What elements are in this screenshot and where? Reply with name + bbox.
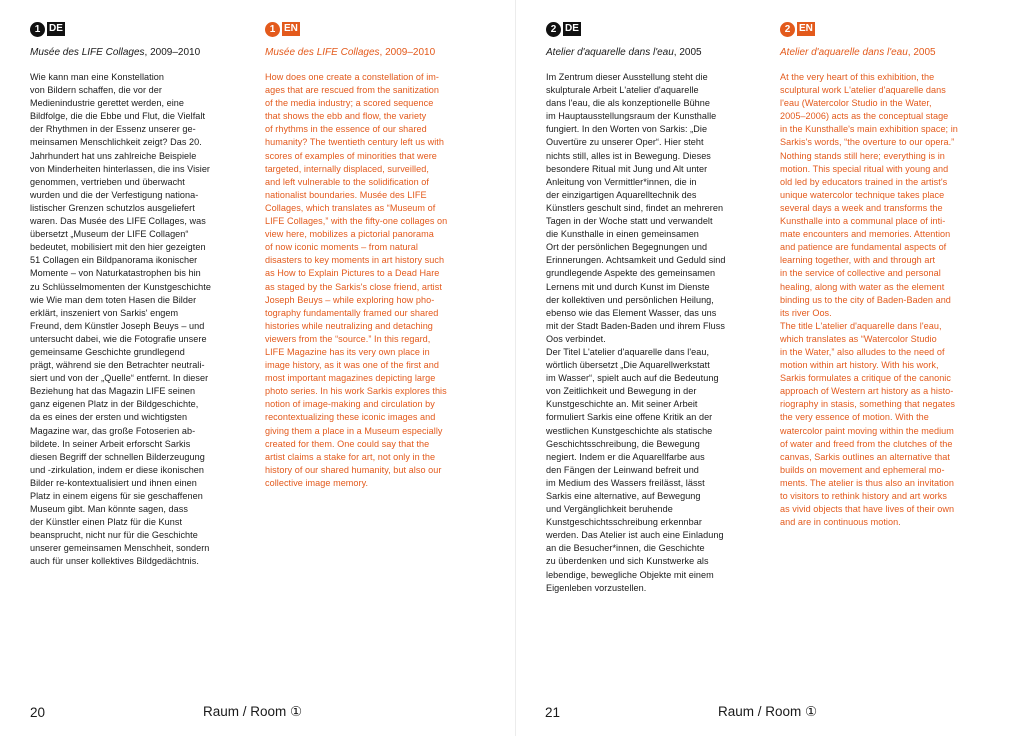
work-title-italic: Musée des LIFE Collages <box>265 47 380 58</box>
body-text: How does one create a constellation of im- ages that are rescued from the sanitization of the media industry; a scored sequence that shows the ebb and flow, the variety of rhythms in the essence of our shared humanity? The twentieth century left us with scores of examples of minorities that were targeted, internally displaced, surveilled, and left vulnerable to the solidification of nationalist boundaries. Musée des LIFE Collages, which translates as “Museum of LIFE Collages,” with the fifty-one collages on view here, mobilizes a pictorial panorama of now iconic moments – from natural disasters to key moments in art history such as How to Explain Pictures to a Dead Hare as staged by the Sarkis's close friend, artist Joseph Beuys – while exploring how pho- tography fundamentally framed our shared histories while neutralizing and detaching viewers from the “source.” In this regard, LIFE Magazine has its very own place in image history, as it was one of the first and most important magazines depicting large photo series. In his work Sarkis explores this notion of image-making and circulation by recontextualizing these iconic images and giving them a place in a Museum especially created for them. One could say that the artist claims a stake for art, not only in the history of our shared humanity, but also our collective image memory. <box>265 72 448 488</box>
section-badge <box>265 20 487 38</box>
page-number: 20 <box>30 705 46 720</box>
work-title-italic: Musée des LIFE Collages <box>30 47 145 58</box>
room-number-badge: 2 <box>546 22 561 37</box>
body-text: At the very heart of this exhibition, the sculptural work L'atelier d'aquarelle dans l'eau (Watercolor Studio in the Water, 2005–2006) acts as the conceptual stage in the Kunsthalle's main exhibition space; in Sarkis's words, “the overture to our opera.” Nothing stands still here; everything is in motion. This special ritual with young and old led by educators trained in the artist's unique watercolor technique takes place several days a week and transforms the Kunsthalle into a communal place of inti- mate encounters and memories. Attention and patience are fundamental aspects of learning together, with and through art in the service of collective and personal healing, along with water as the element binding us to the city of Baden-Baden and its river Oos. The title L'atelier d'aquarelle dans l'eau, which translates as “Watercolor Studio in the Water,” also alludes to the need of motion within art history. With his work, Sarkis formulates a critique of the canonic approach of Western art history as a histo- riography in stasis, something that negates the very essence of motion. With the watercolor paint moving within the medium of water and freed from the clutches of the canvas, Sarkis outlines an alternative that builds on movement and ephemeral mo- ments. The atelier is thus also an invitation to visitors to rethink history and art works as vivid objects that have lives of their own and are in continuous motion. <box>780 72 958 528</box>
right-page <box>515 0 1030 736</box>
work-title-date: , 2005 <box>673 47 702 58</box>
work-title <box>546 46 768 59</box>
body-text: Wie kann man eine Konstellation von Bildern schaffen, die vor der Medienindustrie gerettet werden, eine Bildfolge, die die Ebbe und Flut, die Vielfalt der Rhythmen in der Essenz unserer ge- meinsamen Menschlichkeit zeigt? Das 20. Jahrhundert hat uns zahlreiche Beispiele von Minderheiten hinterlassen, die ins Visier genommen, vertrieben und überwacht wurden und die der Verfestigung nationa- listischer Grenzen schutzlos ausgeliefert waren. Das Musée des LIFE Collages, was übersetzt „Museum der LIFE Collagen“ bedeutet, mobilisiert mit den hier gezeigten 51 Collagen ein Bildpanorama ikonischer Momente – von Naturkatastrophen bis hin zu Schlüsselmomenten der Kunstgeschichte wie Wie man dem toten Hasen die Bilder erklärt, inszeniert von Sarkis' engem Freund, dem Künstler Joseph Beuys – und untersucht dabei, wie die Fotografie unsere gemeinsame Geschichte grundlegend prägt, während sie den Betrachter neutrali- siert und von der „Quelle“ entfernt. In dieser Beziehung hat das Magazin LIFE seinen ganz eigenen Platz in der Bildgeschichte, da es eines der ersten und wichtigsten Magazine war, das große Fotoserien ab- bildete. In seiner Arbeit erforscht Sarkis diesen Begriff der schnellen Bilderzeugung und -zirkulation, indem er diese ikonischen Bilder re-kontextualisiert und ihnen einen Platz in einem eigens für sie geschaffenen Museum gibt. Man könnte sagen, dass der Künstler einen Platz für die Kunst beansprucht, nicht nur für die Geschichte unserer gemeinsamen Menschheit, sondern auch für unser kollektives Bildgedächtnis. <box>30 72 211 567</box>
work-title-italic: Atelier d'aquarelle dans l'eau <box>546 47 674 58</box>
work-title-italic: Atelier d'aquarelle dans l'eau <box>780 47 908 58</box>
right-de-column <box>546 20 768 595</box>
running-head: Raum / Room ① <box>718 704 818 719</box>
language-tag: EN <box>284 23 298 34</box>
running-head: Raum / Room ① <box>203 704 303 719</box>
work-title <box>30 46 252 59</box>
language-tag: DE <box>565 23 579 34</box>
section-badge <box>30 20 252 38</box>
section-badge <box>780 20 1002 38</box>
work-title-date: , 2005 <box>907 47 936 58</box>
room-number-badge: 1 <box>30 22 45 37</box>
work-title <box>780 46 1002 59</box>
body-text: Im Zentrum dieser Ausstellung steht die skulpturale Arbeit L'atelier d'aquarelle dans l'eau, die als konzeptionelle Bühne im Hauptausstellungsraum der Kunsthalle fungiert. In den Worten von Sarkis: „Die Ouvertüre zu unserer Oper“. Hier steht nichts still, alles ist in Bewegung. Dieses besondere Ritual mit Jung und Alt unter Anleitung von Vermittler*innen, die in der einzigartigen Aquarelltechnik des Künstlers geschult sind, findet an mehreren Tagen in der Woche statt und verwandelt die Kunsthalle in einen gemeinsamen Ort der persönlichen Begegnungen und Erinnerungen. Achtsamkeit und Geduld sind grundlegende Aspekte des gemeinsamen Lernens mit und durch Kunst im Dienste der kollektiven und persönlichen Heilung, ebenso wie das Element Wasser, das uns mit der Stadt Baden-Baden und ihrem Fluss Oos verbindet. Der Titel L'atelier d'aquarelle dans l'eau, wörtlich übersetzt „Die Aquarellwerkstatt im Wasser“, spielt auch auf die Bedeutung von Zeitlichkeit und Bewegung in der Kunstgeschichte an. Mit seiner Arbeit formuliert Sarkis eine offene Kritik an der westlichen Kunstgeschichte als statische Geschichtsschreibung, die Bewegung negiert. Indem er die Aquarellfarbe aus den Fängen der Leinwand befreit und im Medium des Wassers freilässt, lässt Sarkis eine alternative, auf Bewegung und Vergänglichkeit beruhende Kunstgeschichtsschreibung erkennbar werden. Das Atelier ist auch eine Einladung an die Besucher*innen, die Geschichte zu überdenken und sich Kunstwerke als lebendige, bewegliche Objekte mit einem Eigenleben vorzustellen. <box>546 72 726 593</box>
work-title-date: , 2009–2010 <box>144 47 201 58</box>
work-title <box>265 46 487 59</box>
left-en-column <box>265 20 487 490</box>
right-en-column <box>780 20 1002 529</box>
section-badge <box>546 20 768 38</box>
room-number-badge: 1 <box>265 22 280 37</box>
room-number-badge: 2 <box>780 22 795 37</box>
language-tag: EN <box>799 23 813 34</box>
left-de-column <box>30 20 252 569</box>
work-title-date: , 2009–2010 <box>379 47 436 58</box>
page-number: 21 <box>545 705 561 720</box>
language-tag: DE <box>49 23 63 34</box>
